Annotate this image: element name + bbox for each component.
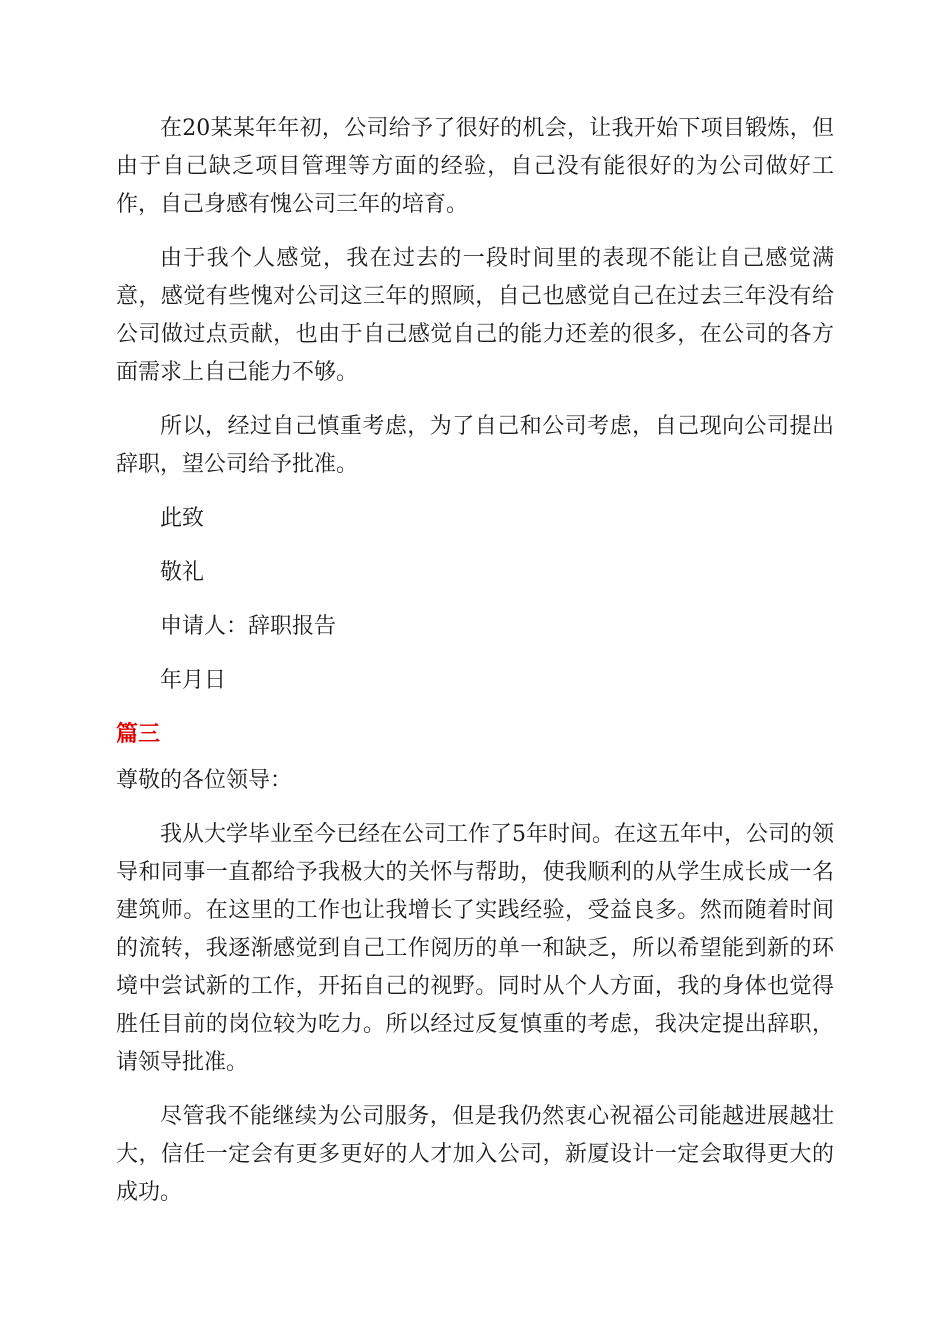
letter-two-paragraph-1: 在20某某年年初，公司给予了很好的机会，让我开始下项目锻炼，但由于自己缺乏项目管理等方面的经验，自己没有能很好的为公司做好工作，自己身感有愧公司三年的培育。: [116, 116, 834, 217]
letter-two-paragraph-3: 所以，经过自己慎重考虑，为了自己和公司考虑，自己现向公司提出辞职，望公司给予批准。: [116, 414, 834, 477]
letter-three-paragraph-2: 尽管我不能继续为公司服务，但是我仍然衷心祝福公司能越进展越壮大，信任一定会有更多更好的人才加入公司，新厦设计一定会取得更大的成功。: [116, 1104, 834, 1205]
letter-three-paragraph-1: 我从大学毕业至今已经在公司工作了5年时间。在这五年中，公司的领导和同事一直都给予我极大的关怀与帮助，使我顺利的从学生成长成一名建筑师。在这里的工作也让我增长了实践经验，受益良多。然而随着时间的流转，我逐渐感觉到自己工作阅历的单一和缺乏，所以希望能到新的环境中尝试新的工作，开拓自己的视野。同时从个人方面，我的身体也觉得胜任目前的岗位较为吃力。所以经过反复慎重的考虑，我决定提出辞职，请领导批准。: [116, 822, 834, 1075]
applicant-line: 申请人：辞职报告: [160, 614, 337, 639]
date-line: 年月日: [160, 668, 227, 693]
closing-cizhi: 此致: [160, 506, 205, 531]
letter-two-paragraph-2: 由于我个人感觉，我在过去的一段时间里的表现不能让自己感觉满意，感觉有些愧对公司这三年的照顾，自己也感觉自己在过去三年没有给公司做过点贡献，也由于自己感觉自己的能力还差的很多，在公司的各方面需求上自己能力不够。: [116, 246, 834, 385]
section-heading-pian-san: 篇三: [116, 722, 161, 747]
document-page: [116, 110, 834, 1228]
closing-jingli: 敬礼: [160, 560, 205, 585]
salutation: 尊敬的各位领导：: [116, 768, 293, 793]
